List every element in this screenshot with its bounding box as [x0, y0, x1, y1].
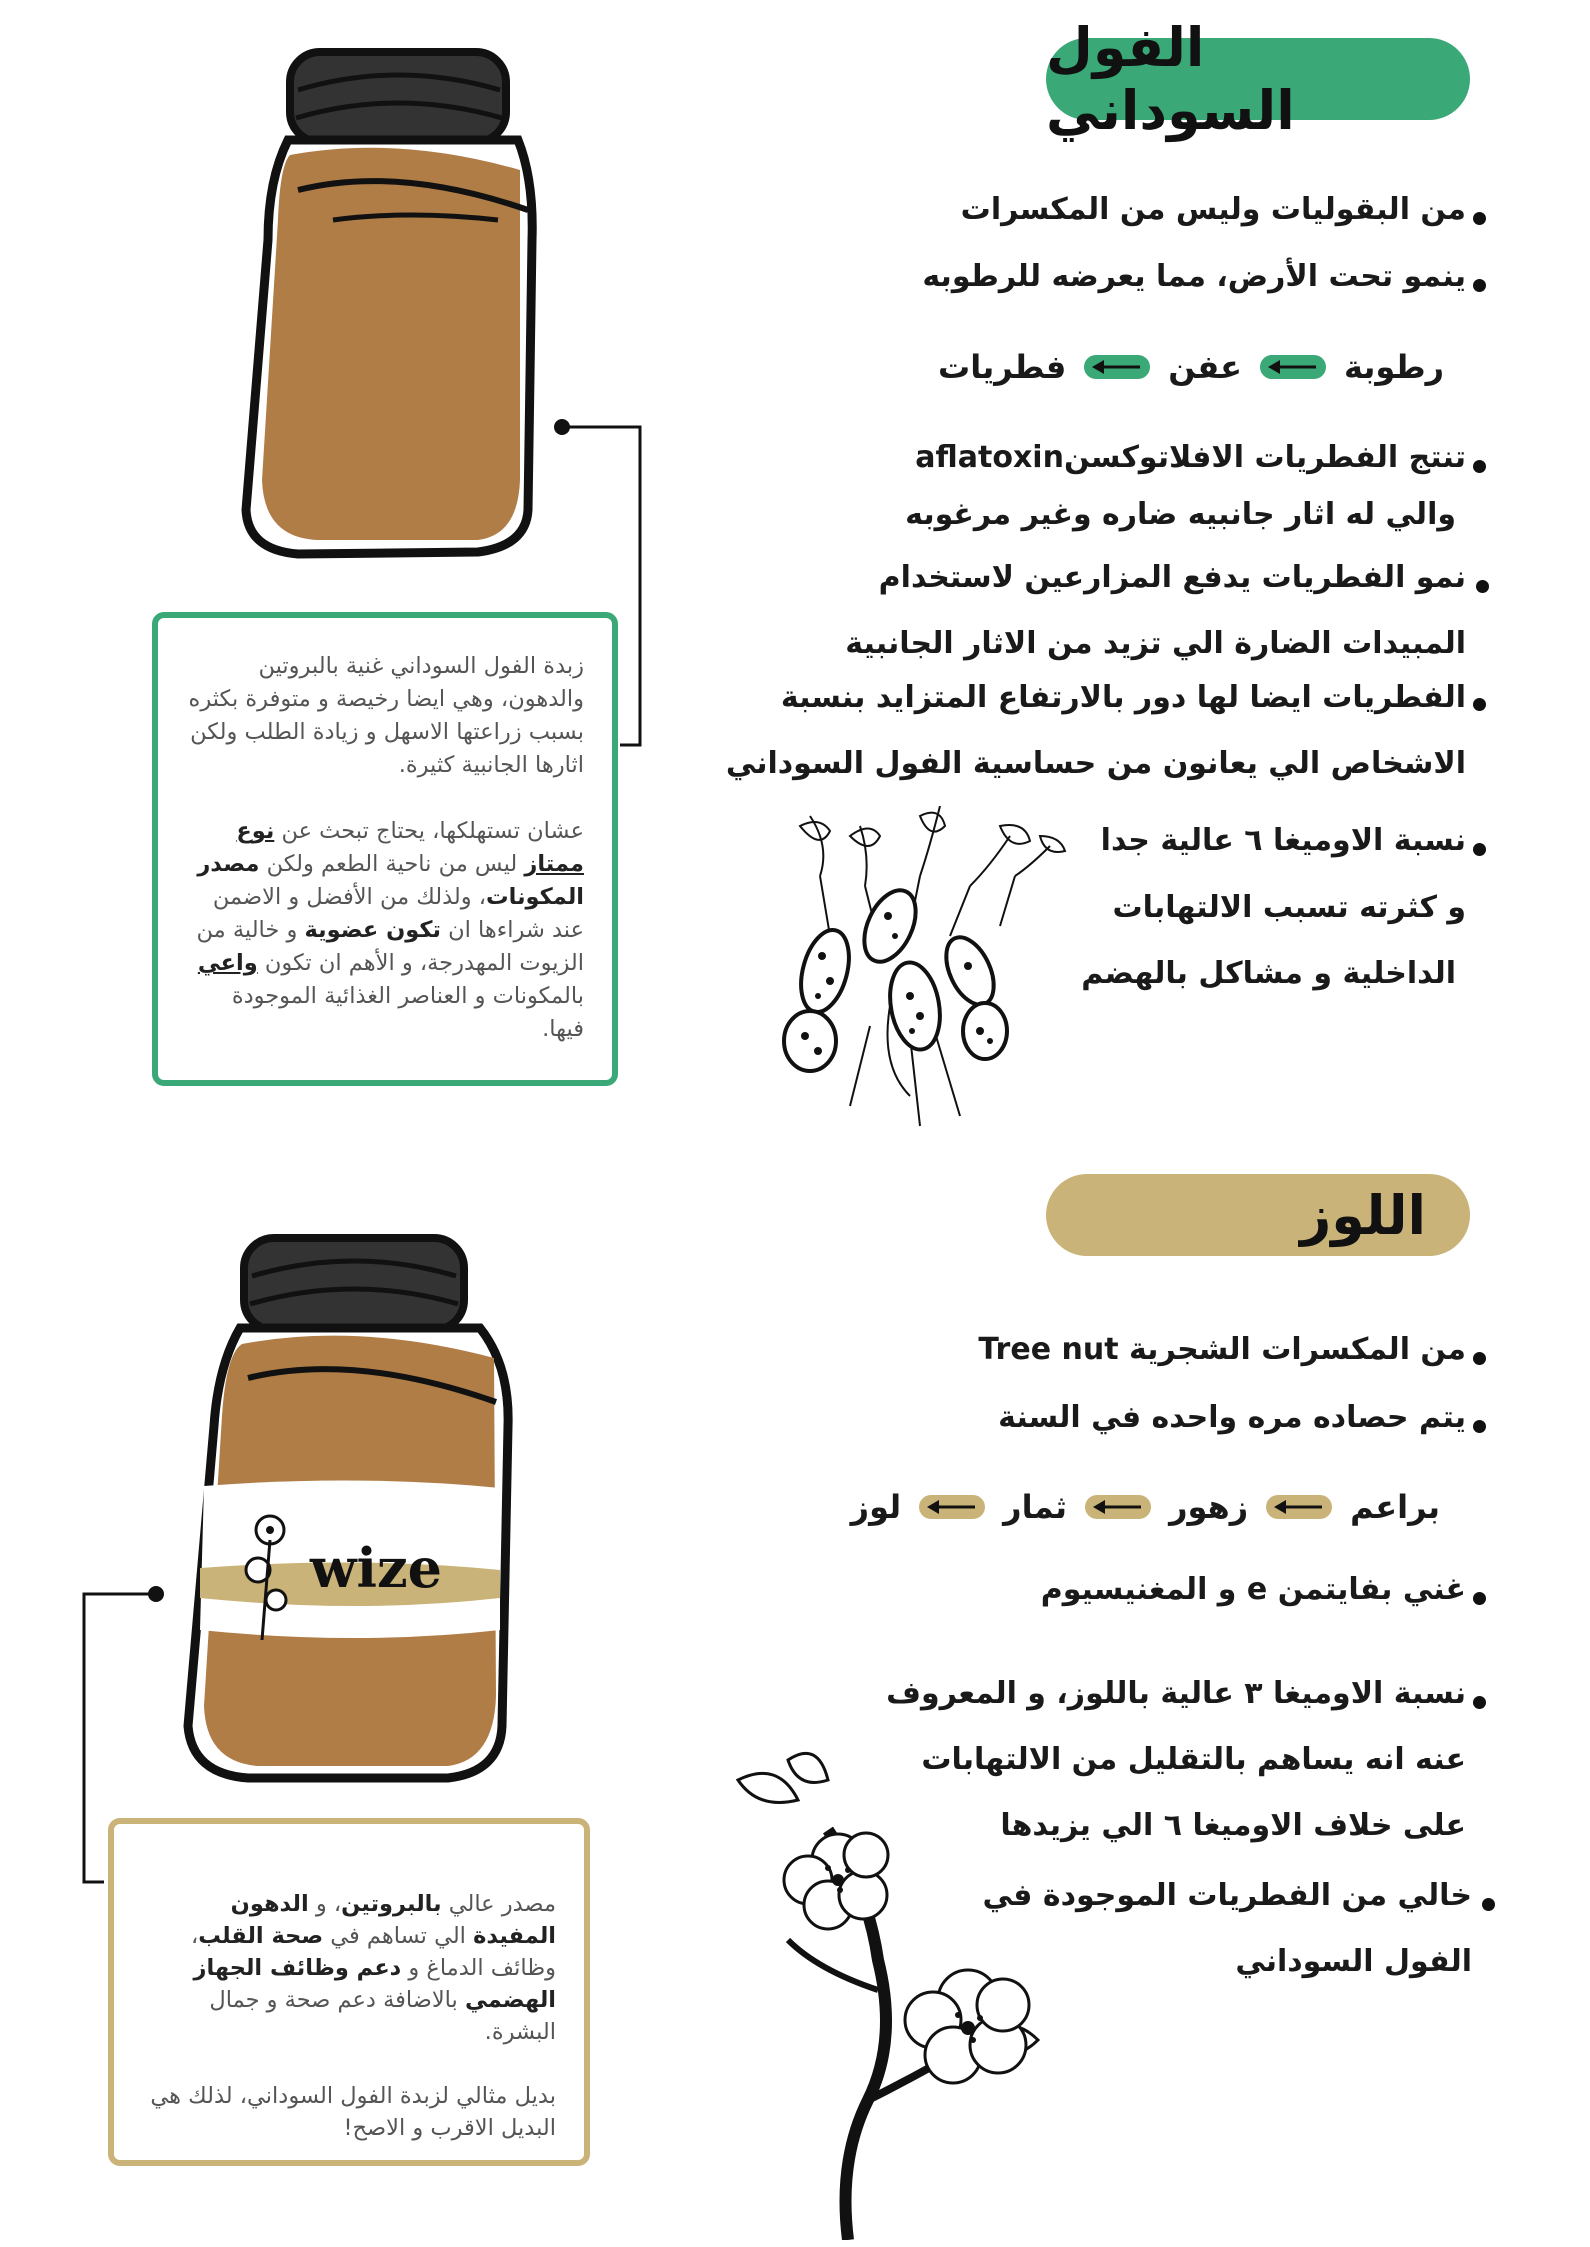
- almond-title: اللوز: [1300, 1183, 1426, 1247]
- arrow-left-icon: [919, 1495, 985, 1519]
- peanut-chain: [938, 348, 1444, 386]
- bullet-dot: [1473, 1352, 1486, 1365]
- almond-bullet-5: خالي من الفطريات الموجودة في: [982, 1878, 1472, 1913]
- chain-step-buds: براعم: [1350, 1488, 1440, 1526]
- chain-step-fungi: فطريات: [938, 348, 1067, 386]
- arrow-left-icon: [1084, 355, 1150, 379]
- peanut-butter-jar-illustration: [228, 40, 568, 580]
- peanut-bullet-3-cont: والي له اثار جانبيه ضاره وغير مرغوبه: [905, 497, 1456, 532]
- almond-chain: [851, 1488, 1440, 1526]
- chain-step-flowers: زهور: [1169, 1488, 1249, 1526]
- almond-info-box: [108, 1818, 590, 2166]
- peanut-bullet-2: ينمو تحت الأرض، مما يعرضه للرطوبه: [922, 259, 1466, 294]
- peanut-bullet-5-cont: الاشخاص الي يعانون من حساسية الفول السوداني: [725, 746, 1466, 781]
- peanut-bullet-6: نسبة الاوميغا ٦ عالية جدا: [1100, 823, 1466, 858]
- peanut-bullet-4-cont: المبيدات الضارة الي تزيد من الاثار الجانبية: [845, 626, 1466, 661]
- peanut-box-para1: زبدة الفول السوداني غنية بالبروتين والدهون، وهي ايضا رخيصة و متوفرة بكثره بسبب زراعتها الاسهل و زيادة الطلب ولكن اثارها الجانبية كثيرة.: [188, 653, 584, 778]
- peanut-box-para2: عشان تستهلكها، يحتاج تبحث عن نوع ممتاز ليس من ناحية الطعم ولكن مصدر المكونات، ولذلك من الأفضل و الاضمن عند شراءها ان تكون عضوية و خالية من الزيوت المهدرجة، و الأهم ان تكون واعي بالمكونات و العناصر الغذائية الموجودة فيها.: [196, 818, 584, 1042]
- bullet-dot: [1473, 460, 1486, 473]
- jar-label-flower-icon: [230, 1500, 310, 1640]
- peanut-bullet-4: نمو الفطريات يدفع المزارعين لاستخدام: [878, 560, 1466, 595]
- almond-bullet-4: نسبة الاوميغا ٣ عالية باللوز، و المعروف: [886, 1676, 1466, 1711]
- bullet-dot: [1473, 698, 1486, 711]
- peanut-bullet-3: تنتج الفطريات الافلاتوكسنaflatoxin: [915, 440, 1466, 475]
- peanut-title: الفول السوداني: [1046, 16, 1295, 142]
- peanut-bullet-6-cont1: و كثرته تسبب الالتهابات: [1112, 890, 1466, 925]
- peanut-bullet-5: الفطريات ايضا لها دور بالارتفاع المتزايد بنسبة: [780, 680, 1466, 715]
- almond-box-para1: مصدر عالي بالبروتين، و الدهون المفيدة الي تساهم في صحة القلب، وظائف الدماغ و دعم وظائف الجهاز الهضمي بالاضافة دعم صحة و جمال البشرة.: [191, 1891, 556, 2045]
- bullet-dot: [1482, 1898, 1495, 1911]
- bullet-dot: [1473, 212, 1486, 225]
- almond-bullet-4-cont1: عنه انه يساهم بالتقليل من الالتهابات: [921, 1742, 1466, 1777]
- bullet-dot: [1473, 1696, 1486, 1709]
- chain-step-fruits: ثمار: [1003, 1488, 1068, 1526]
- almond-bullet-4-cont2: على خلاف الاوميغا ٦ الي يزيدها: [1000, 1808, 1466, 1843]
- chain-step-almond: لوز: [850, 1488, 902, 1526]
- jar-label-text: wize: [310, 1536, 443, 1600]
- bullet-dot: [1473, 1420, 1486, 1433]
- bullet-dot: [1476, 580, 1489, 593]
- almond-bullet-1: من المكسرات الشجرية Tree nut: [978, 1332, 1466, 1367]
- almond-box-para2: بديل مثالي لزبدة الفول السوداني، لذلك هي البديل الاقرب و الاصح!: [150, 2083, 556, 2141]
- peanut-info-box: [152, 612, 618, 1086]
- almond-bullet-2: يتم حصاده مره واحده في السنة: [998, 1400, 1466, 1435]
- bullet-dot: [1473, 279, 1486, 292]
- almond-bullet-3: غني بفايتمن e و المغنيسيوم: [1040, 1572, 1466, 1607]
- chain-step-humidity: رطوبة: [1343, 348, 1444, 386]
- peanut-title-pill: [1046, 16, 1470, 142]
- bullet-dot: [1473, 1592, 1486, 1605]
- peanut-bullet-6-cont2: الداخلية و مشاكل بالهضم: [1081, 956, 1456, 991]
- almond-bullet-5-cont: الفول السوداني: [1235, 1944, 1472, 1979]
- arrow-left-icon: [1266, 1495, 1332, 1519]
- arrow-left-icon: [1085, 1495, 1151, 1519]
- arrow-left-icon: [1260, 355, 1326, 379]
- chain-step-mold: عفن: [1168, 348, 1242, 386]
- almond-blossom-illustration: [728, 1740, 1088, 2240]
- bullet-dot: [1473, 843, 1486, 856]
- peanut-bullet-1: من البقوليات وليس من المكسرات: [960, 192, 1466, 227]
- peanut-plant-illustration: [770, 806, 1090, 1136]
- almond-title-pill: [1046, 1174, 1470, 1256]
